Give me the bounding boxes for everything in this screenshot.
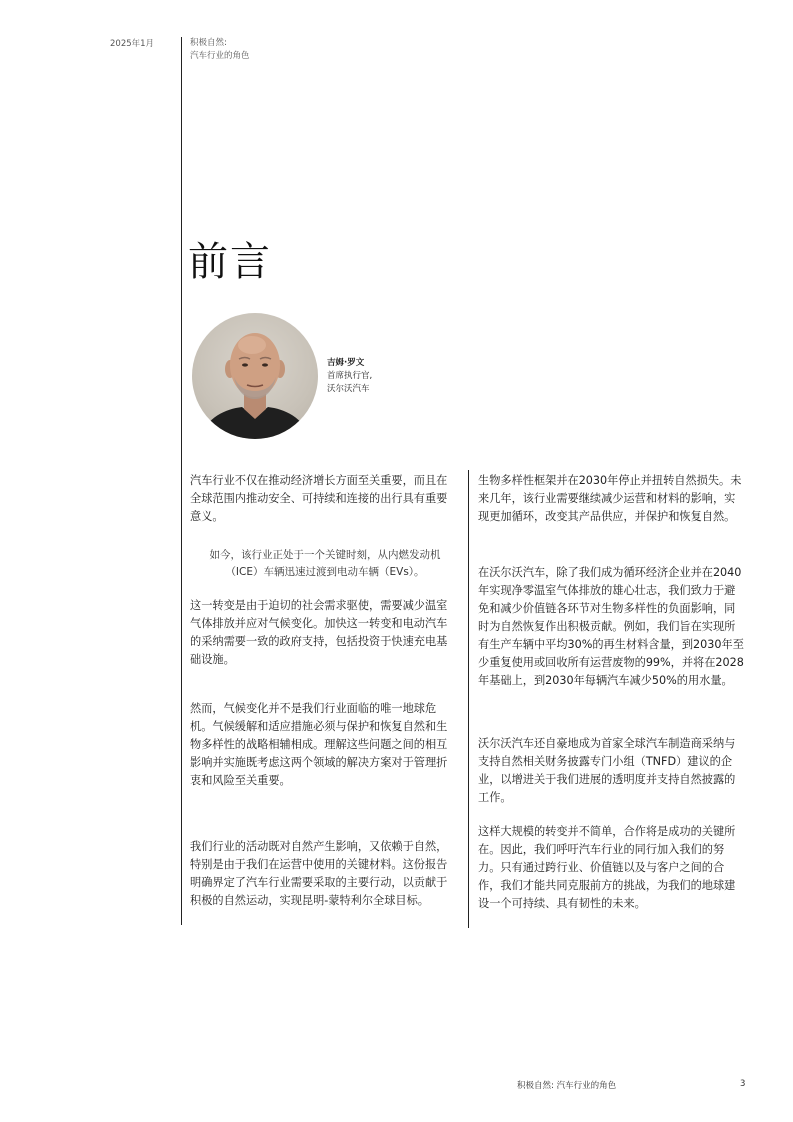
left-paragraph-2 (190, 597, 458, 669)
series-line-2: 汽车行业的角色 (190, 51, 250, 61)
pull-quote: 如今，该行业正处于一个关键时刻，从内燃发动机（ICE）车辆迅速过渡到电动车辆（EVs）。 (209, 549, 441, 578)
footer-title: 积极自然: 汽车行业的角色 (517, 1081, 617, 1091)
right-p2-text: 在沃尔沃汽车，除了我们成为循环经济企业并在2040年实现净零温室气体排放的雄心壮志，我们致力于避免和减少价值链各环节对生物多样性的负面影响，同时为自然恢复作出积极贡献。例如，我们旨在实现所有生产车辆中平均30%的再生材料含量，到2030年至少重复使用或回收所有运营废物的99%，并将在2028年基础上，到2030年每辆汽车减少50%的用水量。 (478, 566, 744, 687)
author-company: 沃尔沃汽车 (327, 384, 370, 394)
header-series-title (190, 37, 250, 63)
left-p2-text: 这一转变是由于迫切的社会需求驱使，需要减少温室气体排放并应对气候变化。加快这一转变和电动汽车的采纳需要一致的政府支持，包括投资于快速充电基础设施。 (190, 599, 448, 666)
series-line-1: 积极自然: (190, 38, 227, 48)
author-portrait (192, 313, 318, 439)
page-number: 3 (740, 1079, 746, 1089)
right-paragraph-1 (478, 472, 746, 526)
author-name: 吉姆·罗文 (327, 358, 365, 368)
left-p1-text: 汽车行业不仅在推动经济增长方面至关重要，而且在全球范围内推动安全、可持续和连接的出行具有重要意义。 (190, 474, 448, 523)
right-paragraph-3 (478, 735, 746, 807)
right-p3-text: 沃尔沃汽车还自豪地成为首家全球汽车制造商采纳与支持自然相关财务披露专门小组（TNFD）建议的企业，以增进关于我们进展的透明度并支持自然披露的工作。 (478, 737, 736, 804)
right-p4-text: 这样大规模的转变并不简单，合作将是成功的关键所在。因此，我们呼吁汽车行业的同行加入我们的努力。只有通过跨行业、价值链以及与客户之间的合作，我们才能共同克服前方的挑战，为我们的地球建设一个可持续、具有韧性的未来。 (478, 825, 736, 910)
left-paragraph-4 (190, 838, 458, 910)
portrait-illustration (192, 313, 318, 439)
left-p3-text: 然而，气候变化并不是我们行业面临的唯一地球危机。气候缓解和适应措施必须与保护和恢复自然和生物多样性的战略相辅相成。理解这些问题之间的相互影响并实施既考虑这两个领域的解决方案对于管理折衷和风险至关重要。 (190, 702, 448, 787)
page-title: 前言 (188, 239, 272, 285)
column-divider (468, 470, 469, 928)
left-p4-text: 我们行业的活动既对自然产生影响，又依赖于自然，特别是由于我们在运营中使用的关键材料。这份报告明确界定了汽车行业需要采取的主要行动，以贡献于积极的自然运动，实现昆明-蒙特利尔全球目标。 (190, 840, 448, 907)
author-role: 首席执行官, (327, 371, 373, 381)
left-paragraph-1 (190, 472, 458, 526)
right-p1-text: 生物多样性框架并在2030年停止并扭转自然损失。未来几年，该行业需要继续减少运营和材料的影响，实现更加循环，改变其产品供应，并保护和恢复自然。 (478, 474, 742, 523)
left-rule (181, 37, 182, 925)
right-paragraph-2 (478, 564, 746, 690)
header-date: 2025年1月 (110, 39, 155, 49)
author-caption (327, 357, 372, 396)
right-paragraph-4 (478, 823, 746, 913)
left-paragraph-3 (190, 700, 458, 790)
